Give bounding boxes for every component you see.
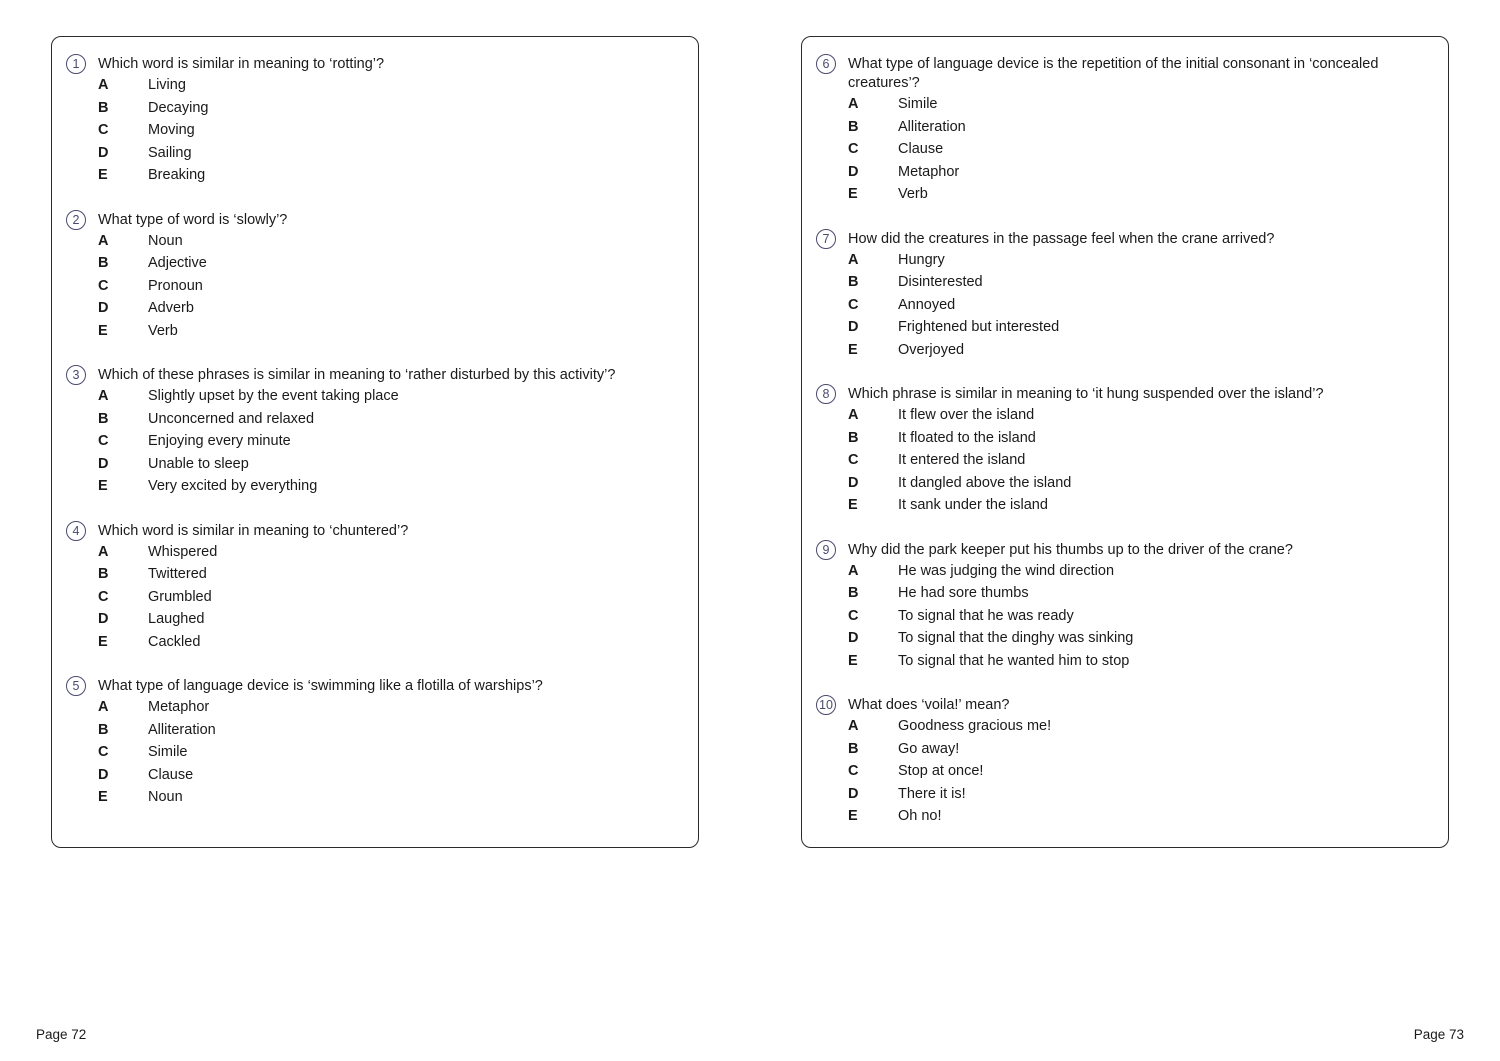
answer-option bbox=[816, 582, 1434, 605]
option-text: Unable to sleep bbox=[148, 455, 249, 472]
question-number-badge: 10 bbox=[816, 695, 836, 715]
answer-option bbox=[66, 541, 684, 564]
answer-option bbox=[816, 715, 1434, 738]
question-2 bbox=[66, 210, 684, 343]
answer-option bbox=[66, 631, 684, 654]
option-letter: C bbox=[848, 141, 859, 158]
right-question-panel bbox=[801, 36, 1449, 848]
question-8 bbox=[816, 384, 1434, 517]
question-number-badge: 1 bbox=[66, 54, 86, 74]
answer-option bbox=[66, 586, 684, 609]
answer-option bbox=[816, 494, 1434, 517]
option-letter: A bbox=[848, 251, 859, 268]
option-text: Disinterested bbox=[898, 274, 983, 291]
option-letter: B bbox=[98, 99, 109, 116]
answer-option bbox=[66, 297, 684, 320]
option-letter: D bbox=[848, 163, 859, 180]
option-text: Hungry bbox=[898, 251, 945, 268]
option-letter: D bbox=[98, 300, 109, 317]
answer-option bbox=[816, 560, 1434, 583]
answer-option bbox=[66, 741, 684, 764]
option-text: Alliteration bbox=[148, 721, 216, 738]
option-letter: D bbox=[848, 474, 859, 491]
option-text: Alliteration bbox=[898, 118, 966, 135]
question-number-badge: 5 bbox=[66, 676, 86, 696]
answer-option bbox=[66, 275, 684, 298]
answer-option bbox=[816, 294, 1434, 317]
option-letter: C bbox=[848, 452, 859, 469]
option-text: Moving bbox=[148, 122, 195, 139]
option-text: Verb bbox=[898, 186, 928, 203]
question-header bbox=[816, 695, 1434, 715]
answer-option bbox=[816, 93, 1434, 116]
question-header bbox=[816, 540, 1434, 560]
option-text: Frightened but interested bbox=[898, 319, 1060, 336]
answer-option bbox=[66, 786, 684, 809]
option-letter: B bbox=[98, 721, 109, 738]
option-letter: E bbox=[98, 633, 108, 650]
option-text: Breaking bbox=[148, 167, 206, 184]
answer-option bbox=[816, 161, 1434, 184]
option-letter: C bbox=[98, 122, 109, 139]
option-text: Simile bbox=[898, 96, 938, 113]
option-letter: B bbox=[848, 118, 859, 135]
question-number-badge: 4 bbox=[66, 521, 86, 541]
option-letter: A bbox=[98, 77, 109, 94]
answer-option bbox=[816, 449, 1434, 472]
question-4 bbox=[66, 521, 684, 654]
answer-option bbox=[66, 119, 684, 142]
option-letter: C bbox=[848, 763, 859, 780]
option-text: Twittered bbox=[148, 566, 207, 583]
option-text: Metaphor bbox=[898, 163, 960, 180]
option-text: Decaying bbox=[148, 99, 209, 116]
option-letter: E bbox=[848, 652, 858, 669]
question-text: Which of these phrases is similar in meaning to ‘rather disturbed by this activity’? bbox=[98, 367, 616, 383]
option-text: Whispered bbox=[148, 543, 218, 560]
option-letter: B bbox=[98, 255, 109, 272]
question-number-badge: 7 bbox=[816, 229, 836, 249]
option-text: Noun bbox=[148, 789, 183, 806]
answer-option bbox=[816, 605, 1434, 628]
option-letter: A bbox=[848, 96, 859, 113]
option-letter: E bbox=[848, 497, 858, 514]
answer-option bbox=[816, 183, 1434, 206]
option-text: Metaphor bbox=[148, 699, 210, 716]
option-text: Cackled bbox=[148, 633, 201, 650]
option-letter: D bbox=[848, 319, 859, 336]
question-3 bbox=[66, 365, 684, 498]
option-letter: B bbox=[848, 585, 859, 602]
answer-option bbox=[816, 760, 1434, 783]
question-text: Which word is similar in meaning to ‘chuntered’? bbox=[98, 522, 409, 539]
option-letter: C bbox=[848, 296, 859, 313]
option-text: Slightly upset by the event taking place bbox=[148, 388, 399, 405]
question-number-badge: 8 bbox=[816, 384, 836, 404]
question-text: Why did the park keeper put his thumbs up to the driver of the crane? bbox=[848, 541, 1293, 558]
left-question-panel bbox=[51, 36, 699, 848]
answer-option bbox=[66, 230, 684, 253]
answer-option bbox=[816, 783, 1434, 806]
question-7 bbox=[816, 229, 1434, 362]
option-text: Annoyed bbox=[898, 296, 956, 313]
option-text: Living bbox=[148, 77, 186, 94]
answer-option bbox=[66, 475, 684, 498]
question-5 bbox=[66, 676, 684, 809]
option-letter: A bbox=[848, 562, 859, 579]
option-text: Enjoying every minute bbox=[148, 433, 291, 450]
answer-option bbox=[66, 385, 684, 408]
option-text: Overjoyed bbox=[898, 341, 965, 358]
option-letter: E bbox=[98, 322, 108, 339]
question-header bbox=[66, 365, 684, 385]
question-header bbox=[816, 384, 1434, 404]
option-text: It sank under the island bbox=[898, 497, 1048, 514]
answer-option bbox=[66, 74, 684, 97]
option-text: Pronoun bbox=[148, 277, 203, 294]
option-letter: D bbox=[848, 630, 859, 647]
option-text: It flew over the island bbox=[898, 407, 1035, 424]
question-number-badge: 2 bbox=[66, 210, 86, 230]
option-letter: C bbox=[98, 588, 109, 605]
answer-option bbox=[66, 453, 684, 476]
question-number-badge: 9 bbox=[816, 540, 836, 560]
option-text: He was judging the wind direction bbox=[898, 562, 1115, 579]
answer-option bbox=[66, 696, 684, 719]
option-letter: B bbox=[848, 429, 859, 446]
option-letter: E bbox=[848, 341, 858, 358]
answer-option bbox=[816, 738, 1434, 761]
page-number-left: Page 72 bbox=[36, 1027, 87, 1042]
answer-option bbox=[816, 249, 1434, 272]
option-letter: C bbox=[98, 744, 109, 761]
question-header bbox=[66, 54, 684, 74]
question-list bbox=[816, 54, 1434, 851]
option-letter: A bbox=[848, 718, 859, 735]
answer-option bbox=[66, 608, 684, 631]
page-number-right: Page 73 bbox=[1413, 1027, 1464, 1042]
option-text: Simile bbox=[148, 744, 188, 761]
answer-option bbox=[816, 472, 1434, 495]
option-letter: E bbox=[98, 478, 108, 495]
question-text: How did the creatures in the passage feel when the crane arrived? bbox=[848, 230, 1275, 247]
answer-option bbox=[816, 650, 1434, 673]
option-letter: E bbox=[98, 167, 108, 184]
option-text: Oh no! bbox=[898, 808, 942, 825]
option-text: Laughed bbox=[148, 611, 205, 628]
question-6 bbox=[816, 54, 1434, 206]
option-letter: D bbox=[98, 144, 109, 161]
answer-option bbox=[816, 339, 1434, 362]
option-letter: C bbox=[98, 433, 109, 450]
question-header bbox=[816, 229, 1434, 249]
answer-option bbox=[816, 316, 1434, 339]
answer-option bbox=[816, 627, 1434, 650]
option-text: It floated to the island bbox=[898, 429, 1036, 446]
question-text: Which word is similar in meaning to ‘rotting’? bbox=[98, 56, 385, 72]
answer-option bbox=[816, 404, 1434, 427]
answer-option bbox=[66, 408, 684, 431]
answer-option bbox=[66, 430, 684, 453]
option-text: Adverb bbox=[148, 300, 194, 317]
answer-option bbox=[66, 164, 684, 187]
question-text: Which phrase is similar in meaning to ‘it hung suspended over the island’? bbox=[848, 386, 1324, 402]
option-text: There it is! bbox=[898, 785, 966, 802]
option-text: To signal that the dinghy was sinking bbox=[898, 630, 1134, 647]
option-text: He had sore thumbs bbox=[898, 585, 1029, 602]
question-header bbox=[66, 521, 684, 541]
answer-option bbox=[66, 142, 684, 165]
option-letter: E bbox=[848, 186, 858, 203]
option-text: Grumbled bbox=[148, 588, 212, 605]
question-9 bbox=[816, 540, 1434, 673]
question-list bbox=[66, 54, 684, 832]
answer-option bbox=[66, 252, 684, 275]
option-letter: D bbox=[98, 455, 109, 472]
option-text: Clause bbox=[898, 141, 944, 158]
option-text: To signal that he wanted him to stop bbox=[898, 652, 1130, 669]
question-text: What type of word is ‘slowly’? bbox=[98, 211, 288, 228]
answer-option bbox=[816, 427, 1434, 450]
answer-option bbox=[66, 764, 684, 787]
option-text: Sailing bbox=[148, 144, 192, 161]
answer-option bbox=[66, 719, 684, 742]
option-letter: B bbox=[848, 740, 859, 757]
option-letter: A bbox=[98, 388, 109, 405]
option-letter: A bbox=[98, 699, 109, 716]
option-text: Verb bbox=[148, 322, 178, 339]
answer-option bbox=[816, 138, 1434, 161]
answer-option bbox=[66, 320, 684, 343]
question-10 bbox=[816, 695, 1434, 828]
option-letter: A bbox=[98, 232, 109, 249]
question-text: What type of language device is ‘swimming like a flotilla of warships’? bbox=[98, 678, 543, 694]
option-text: To signal that he was ready bbox=[898, 607, 1074, 624]
option-text: Adjective bbox=[148, 255, 207, 272]
option-text: Go away! bbox=[898, 740, 960, 757]
answer-option bbox=[816, 271, 1434, 294]
option-text: Very excited by everything bbox=[148, 478, 318, 495]
question-header bbox=[816, 54, 1434, 93]
answer-option bbox=[66, 563, 684, 586]
option-text: Noun bbox=[148, 232, 183, 249]
answer-option bbox=[66, 97, 684, 120]
option-text: Stop at once! bbox=[898, 763, 984, 780]
option-letter: C bbox=[98, 277, 109, 294]
question-text: What type of language device is the repetition of the initial consonant in ‘concealed creatures’? bbox=[848, 56, 1379, 91]
answer-option bbox=[816, 116, 1434, 139]
option-letter: C bbox=[848, 607, 859, 624]
option-letter: D bbox=[98, 766, 109, 783]
option-letter: B bbox=[98, 566, 109, 583]
question-number-badge: 6 bbox=[816, 54, 836, 74]
question-header bbox=[66, 676, 684, 696]
option-letter: D bbox=[848, 785, 859, 802]
option-letter: E bbox=[848, 808, 858, 825]
question-header bbox=[66, 210, 684, 230]
answer-option bbox=[816, 805, 1434, 828]
question-1 bbox=[66, 54, 684, 187]
option-text: It entered the island bbox=[898, 452, 1026, 469]
question-text: What does ‘voila!’ mean? bbox=[848, 697, 1010, 713]
option-text: Unconcerned and relaxed bbox=[148, 410, 315, 427]
question-number-badge: 3 bbox=[66, 365, 86, 385]
option-letter: A bbox=[848, 407, 859, 424]
option-text: It dangled above the island bbox=[898, 474, 1072, 491]
option-letter: D bbox=[98, 611, 109, 628]
option-text: Clause bbox=[148, 766, 194, 783]
option-text: Goodness gracious me! bbox=[898, 718, 1052, 735]
option-letter: B bbox=[98, 410, 109, 427]
option-letter: E bbox=[98, 789, 108, 806]
option-letter: B bbox=[848, 274, 859, 291]
option-letter: A bbox=[98, 543, 109, 560]
